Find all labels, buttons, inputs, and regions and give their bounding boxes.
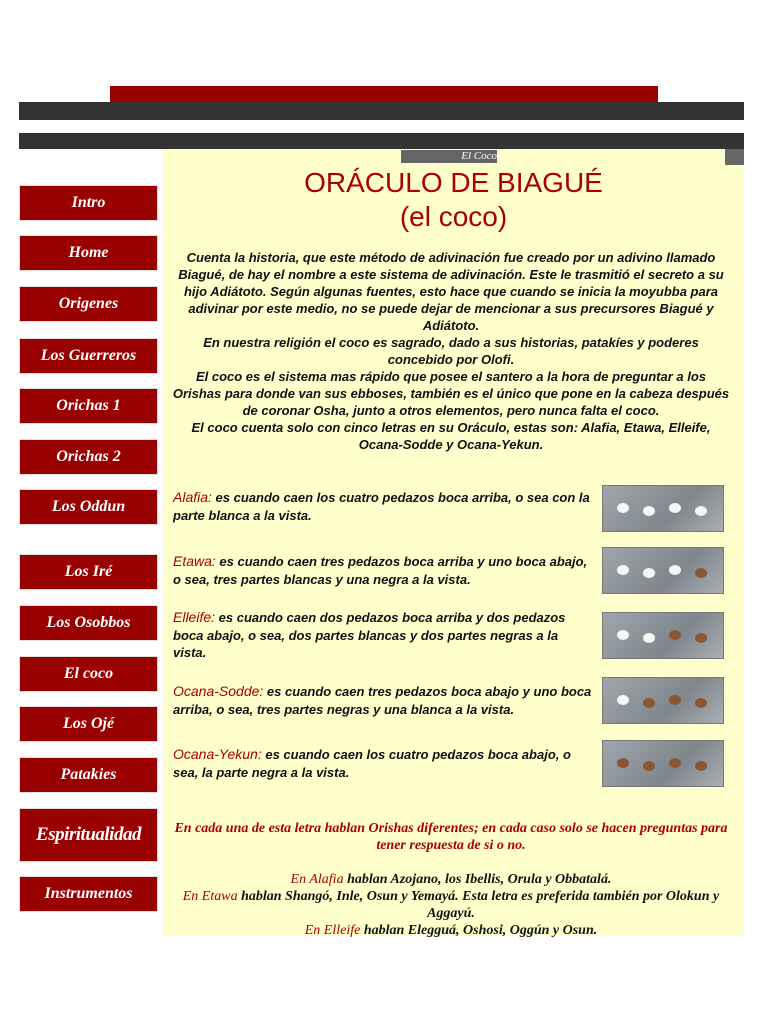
coconut-photo-ocana-sodde: [602, 677, 724, 724]
coconut-piece-white: [617, 565, 629, 575]
closing-alafia-text: hablan Azojano, los Ibellis, Orula y Obbatalá.: [343, 872, 612, 887]
nav-ire-button[interactable]: Los Iré: [19, 554, 158, 590]
closing-elleife: [170, 922, 732, 939]
letter-etawa: [173, 553, 593, 588]
letter-term: Ocana-Yekun:: [173, 746, 262, 762]
coconut-piece-white: [695, 506, 707, 516]
letter-term: Ocana-Sodde:: [173, 683, 264, 699]
letter-term: Etawa:: [173, 553, 216, 569]
nav-orichas1-button[interactable]: Orichas 1: [19, 388, 158, 424]
nav-origenes-button[interactable]: Origenes: [19, 286, 158, 322]
closing-text: [170, 820, 732, 939]
coconut-piece-white: [643, 506, 655, 516]
nav-coco-button[interactable]: El coco: [19, 656, 158, 692]
header-dark-bar: [19, 102, 744, 120]
closing-elleife-lead: En Elleife: [304, 923, 361, 938]
corner-block: [725, 149, 744, 165]
coconut-piece-white: [643, 633, 655, 643]
nav-espiritualidad-button[interactable]: Espiritualidad: [19, 808, 158, 862]
nav-intro-button[interactable]: Intro: [19, 185, 158, 221]
coconut-piece-white: [617, 695, 629, 705]
coconut-photo-elleife: [602, 612, 724, 659]
coconut-piece-brown: [643, 698, 655, 708]
coconut-piece-white: [617, 503, 629, 513]
page-title: [163, 166, 744, 234]
nav-osobbos-button[interactable]: Los Osobbos: [19, 605, 158, 641]
closing-note: En cada una de esta letra hablan Orishas diferentes; en cada caso solo se hacen preguntas para tener respuesta de si o no.: [174, 821, 728, 853]
subheader-dark-bar: [19, 133, 744, 149]
letter-text: es cuando caen dos pedazos boca arriba y dos pedazos boca abajo, o sea, dos partes blancas y dos partes negras a la vista.: [173, 610, 566, 660]
letter-text: es cuando caen tres pedazos boca abajo y uno boca arriba, o sea, tres partes negras y una blanca a la vista.: [173, 684, 592, 717]
coconut-piece-white: [669, 565, 681, 575]
coconut-piece-brown: [669, 695, 681, 705]
letter-elleife: [173, 609, 593, 662]
letter-ocana-sodde: [173, 683, 593, 718]
nav-guerreros-button[interactable]: Los Guerreros: [19, 338, 158, 374]
letter-ocana-yekun: [173, 746, 593, 781]
coconut-piece-brown: [669, 630, 681, 640]
closing-etawa: [170, 888, 732, 922]
letter-text: es cuando caen los cuatro pedazos boca arriba, o sea con la parte blanca a la vista.: [173, 490, 590, 523]
page-title-line1: ORÁCULO DE BIAGUÉ: [304, 167, 603, 198]
coconut-piece-brown: [695, 761, 707, 771]
intro-paragraph: El coco cuenta solo con cinco letras en su Oráculo, estas son: Alafia, Etawa, Elleife, Ocana-Sodde y Ocana-Yekun.: [191, 420, 711, 452]
coconut-piece-brown: [669, 758, 681, 768]
letter-term: Elleife:: [173, 609, 216, 625]
intro-paragraph: En nuestra religión el coco es sagrado, dado a sus historias, patakíes y poderes concebido por Olofi.: [203, 335, 699, 367]
nav-orichas2-button[interactable]: Orichas 2: [19, 439, 158, 475]
closing-alafia: [170, 871, 732, 888]
coconut-photo-ocana-yekun: [602, 740, 724, 787]
page-title-line2: (el coco): [399, 201, 508, 232]
coconut-piece-white: [669, 503, 681, 513]
nav-oje-button[interactable]: Los Ojé: [19, 706, 158, 742]
intro-paragraph: El coco es el sistema mas rápido que posee el santero a la hora de preguntar a los Orishas para donde van sus ebboses, también es el único que pone en la cabeza después de coronar Osha, junto a otros elementos, pero nunca falta el coco.: [172, 369, 730, 418]
coconut-piece-white: [643, 568, 655, 578]
intro-paragraph: Cuenta la historia, que este método de adivinación fue creado por un adivino llamado Biagué, de hay el nombre a este sistema de adivinación. Este le trasmitió el secreto a su hijo Adiátoto. Según algunas fuentes, esto hace que cuando se inicia la moyubba para adivinar por este medio, no se puede dejar de mencionar a sus precursores Biagué y Adiátoto.: [178, 250, 724, 333]
coconut-photo-etawa: [602, 547, 724, 594]
closing-elleife-text: hablan Elegguá, Oshosi, Oggún y Osun.: [360, 923, 598, 938]
coconut-piece-brown: [695, 698, 707, 708]
closing-alafia-lead: En Alafia: [290, 872, 344, 887]
section-tab: El Coco: [401, 150, 497, 163]
letter-text: es cuando caen los cuatro pedazos boca abajo, o sea, la parte negra a la vista.: [173, 747, 571, 780]
intro-text: [170, 249, 732, 453]
letter-text: es cuando caen tres pedazos boca arriba y uno boca abajo, o sea, tres partes blancas y una negra a la vista.: [173, 554, 588, 587]
coconut-piece-brown: [643, 761, 655, 771]
closing-etawa-lead: En Etawa: [182, 889, 238, 904]
coconut-piece-brown: [695, 568, 707, 578]
nav-oddun-button[interactable]: Los Oddun: [19, 489, 158, 525]
nav-instrumentos-button[interactable]: Instrumentos: [19, 876, 158, 912]
nav-home-button[interactable]: Home: [19, 235, 158, 271]
closing-etawa-text: hablan Shangó, Inle, Osun y Yemayá. Esta letra es preferida también por Olokun y Aggayú.: [237, 889, 720, 921]
coconut-piece-brown: [695, 633, 707, 643]
letter-term: Alafia:: [173, 489, 212, 505]
letter-alafia: [173, 489, 593, 524]
coconut-piece-brown: [617, 758, 629, 768]
coconut-piece-white: [617, 630, 629, 640]
coconut-photo-alafia: [602, 485, 724, 532]
nav-patakies-button[interactable]: Patakies: [19, 757, 158, 793]
header-red-bar: [110, 86, 658, 102]
